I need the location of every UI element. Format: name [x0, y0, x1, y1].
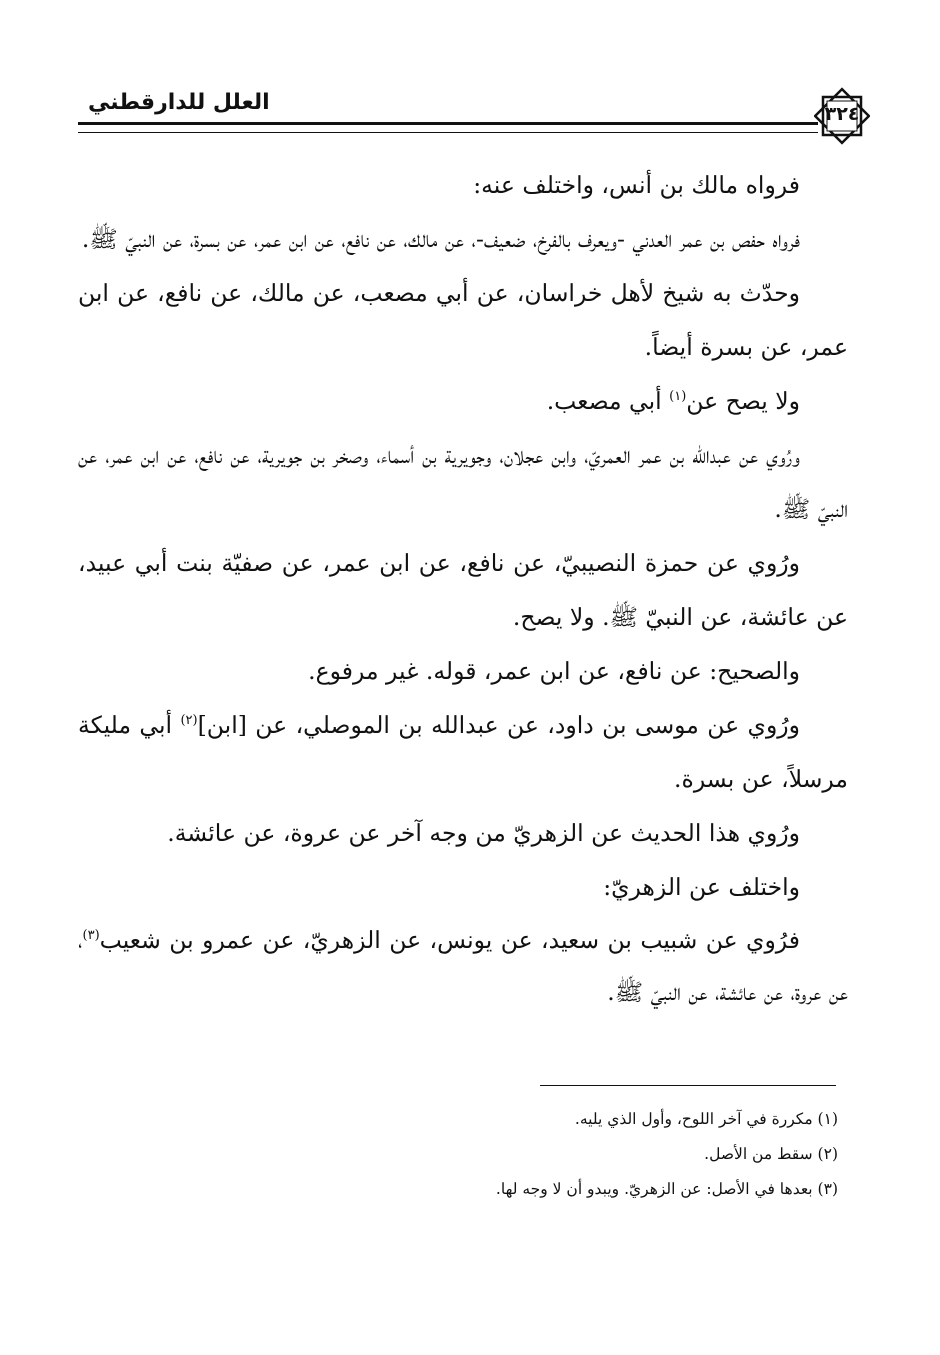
header-rule	[78, 122, 818, 133]
paragraph: والصحيح: عن نافع، عن ابن عمر، قوله. غير مرفوع.	[308, 657, 800, 685]
page-number: ٣٢٤	[824, 103, 860, 125]
footnote-marker[interactable]: (٣)	[82, 928, 100, 944]
footnote-marker[interactable]: (٢)	[180, 713, 198, 729]
paragraph: ورُوي عن حمزة النصيبيّ، عن نافع، عن ابن عمر، عن صفيّة بنت أبي عبيد، عن عائشة، عن النبيّ ﷺ. ولا يصح.	[78, 549, 848, 631]
paragraph: فرُوي عن شبيب بن سعيد، عن يونس، عن الزهريّ، عن عمرو بن شعيب$^{(٣)}$، عن عروة، عن عائشة، عن النبيّ ﷺ.	[78, 926, 848, 1006]
main-text	[78, 158, 848, 1018]
page-number-badge	[814, 86, 870, 146]
paragraph: وحدّث به شيخ لأهل خراسان، عن أبي مصعب، عن مالك، عن نافع، عن ابن عمر، عن بسرة أيضاً.	[78, 279, 848, 361]
paragraph: واختلف عن الزهريّ:	[603, 873, 800, 901]
footnotes	[78, 1102, 838, 1207]
footnote-separator	[540, 1085, 836, 1086]
paragraph: فرواه حفص بن عمر العدني -ويعرف بالفرخ، ضعيف-، عن مالك، عن نافع، عن ابن عمر، عن بسرة، عن النبيّ ﷺ.	[81, 225, 800, 253]
paragraph: ولا يصح عن$^{(١)}$ أبي مصعب.	[546, 387, 800, 415]
paragraph: ورُوي عن موسى بن داود، عن عبدالله بن الموصلي، عن [ابن]$^{(٢)}$ أبي مليكة مرسلاً، عن بسرة.	[78, 711, 848, 793]
footnote: (١) مكررة في آخر اللوح، وأول الذي يليه.	[574, 1110, 838, 1128]
footnote: (٣) بعدها في الأصل: عن الزهريّ. ويبدو أن لا وجه لها.	[495, 1180, 838, 1198]
footnote-marker[interactable]: (١)	[669, 389, 687, 405]
paragraph: ورُوي عن عبدالله بن عمر العمريّ، وابن عجلان، وجويرية بن أسماء، وصخر بن جويرية، عن نافع، عن ابن عمر، عن النبيّ ﷺ.	[78, 441, 848, 523]
paragraph: ورُوي هذا الحديث عن الزهريّ من وجه آخر عن عروة، عن عائشة.	[167, 819, 800, 847]
running-head-title: العلل للدارقطني	[88, 90, 270, 115]
footnote: (٢) سقط من الأصل.	[704, 1145, 838, 1163]
paragraph: فرواه مالك بن أنس، واختلف عنه:	[473, 171, 800, 199]
